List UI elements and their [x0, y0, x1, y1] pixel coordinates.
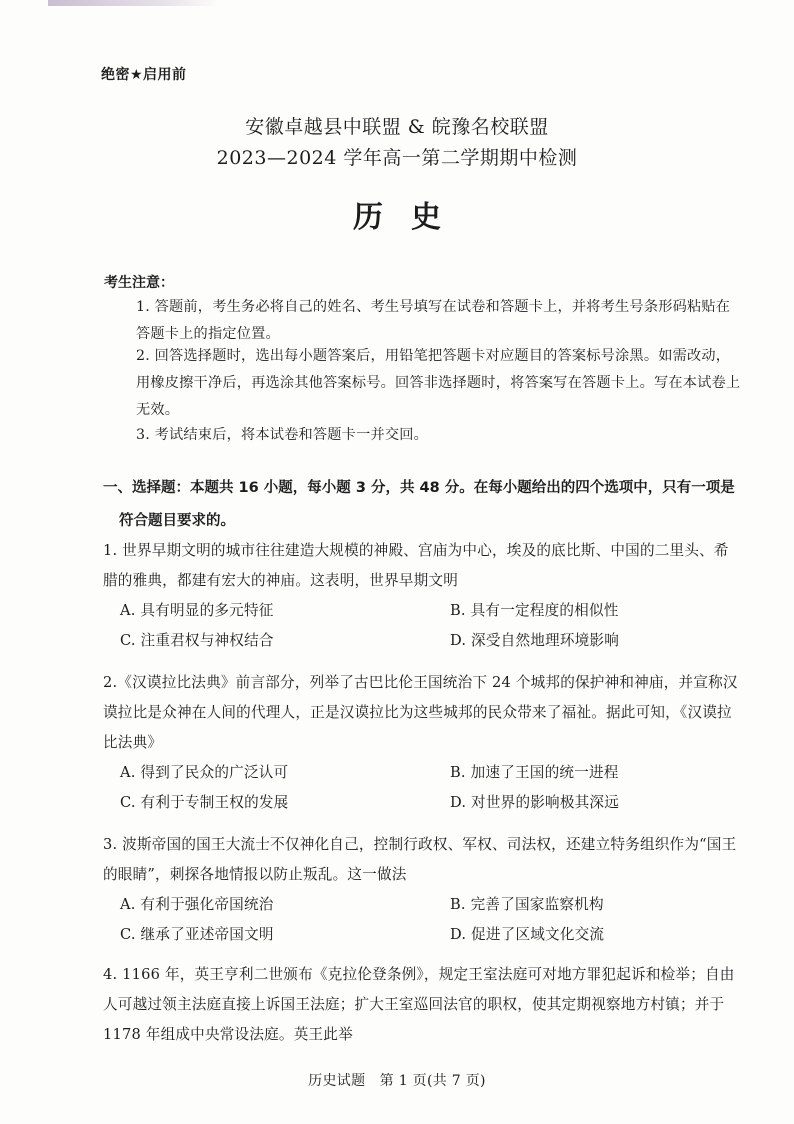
question-1	[103, 536, 743, 656]
option-d: D. 深受自然地理环境影响	[450, 632, 619, 649]
option-d: D. 对世界的影响极其深远	[450, 794, 619, 811]
option-a: A. 具有明显的多元特征	[120, 602, 274, 619]
option-a: A. 得到了民众的广泛认可	[120, 764, 289, 781]
question-stem: 1. 世界早期文明的城市往往建造大规模的神殿、宫庙为中心，埃及的底比斯、中国的二里头、希腊的雅典，都建有宏大的神庙。这表明，世界早期文明	[103, 542, 729, 589]
exam-title-line1: 安徽卓越县中联盟 & 皖豫名校联盟	[245, 116, 549, 138]
exam-title-line2: 2023—2024 学年高一第二学期期中检测	[216, 147, 578, 169]
scan-edge-mark	[48, 0, 218, 6]
notice-heading: 考生注意：	[104, 275, 174, 291]
option-c: C. 有利于专制王权的发展	[120, 794, 289, 811]
options-grid	[103, 758, 743, 818]
section-heading-line1: 一、选择题：本题共 16 小题，每小题 3 分，共 48 分。在每小题给出的四个选项中，只有一项是	[103, 480, 735, 496]
subject-title: 历史	[353, 200, 469, 235]
question-3	[103, 830, 743, 950]
option-b: B. 具有一定程度的相似性	[450, 602, 619, 619]
notice-item: 2. 回答选择题时，选出每小题答案后，用铅笔把答题卡对应题目的答案标号涂黑。如需改动，用橡皮擦干净后，再选涂其他答案标号。回答非选择题时，将答案写在答题卡上。写在本试卷上无效。	[136, 348, 741, 418]
question-stem: 2.《汉谟拉比法典》前言部分，列举了古巴比伦王国统治下 24 个城邦的保护神和神庙，并宣称汉谟拉比是众神在人间的代理人，正是汉谟拉比为这些城邦的民众带来了福祉。据此可知，《汉谟拉比法典》	[103, 674, 738, 751]
question-stem: 4. 1166 年，英王亨利二世颁布《克拉伦登条例》，规定王室法庭可对地方罪犯起诉和检举；自由人可越过领主法庭直接上诉国王法庭；扩大王室巡回法官的职权，使其定期视察地方村镇；并于 1178 年组成中央常设法庭。英王此举	[103, 966, 735, 1043]
section-heading	[103, 472, 743, 538]
page-footer: 历史试题 第 1 页(共 7 页)	[308, 1073, 486, 1089]
question-stem: 3. 波斯帝国的国王大流士不仅神化自己，控制行政权、军权、司法权，还建立特务组织作为“国王的眼睛”，刺探各地情报以防止叛乱。这一做法	[103, 836, 737, 883]
question-2	[103, 668, 743, 818]
option-c: C. 继承了亚述帝国文明	[120, 926, 274, 943]
notice-item: 3. 考试结束后，将本试卷和答题卡一并交回。	[136, 427, 429, 443]
section-heading-line2: 符合题目要求的。	[119, 513, 235, 529]
confidential-label: 绝密★启用前	[101, 67, 187, 83]
option-c: C. 注重君权与神权结合	[120, 632, 274, 649]
option-b: B. 加速了王国的统一进程	[450, 764, 619, 781]
question-4	[103, 960, 743, 1050]
option-b: B. 完善了国家监察机构	[450, 896, 604, 913]
notice-item: 1. 答题前，考生务必将自己的姓名、考生号填写在试卷和答题卡上，并将考生号条形码粘贴在答题卡上的指定位置。	[136, 299, 731, 342]
options-grid	[103, 890, 743, 950]
options-grid	[103, 596, 743, 656]
option-a: A. 有利于强化帝国统治	[120, 896, 274, 913]
option-d: D. 促进了区域文化交流	[450, 926, 605, 943]
